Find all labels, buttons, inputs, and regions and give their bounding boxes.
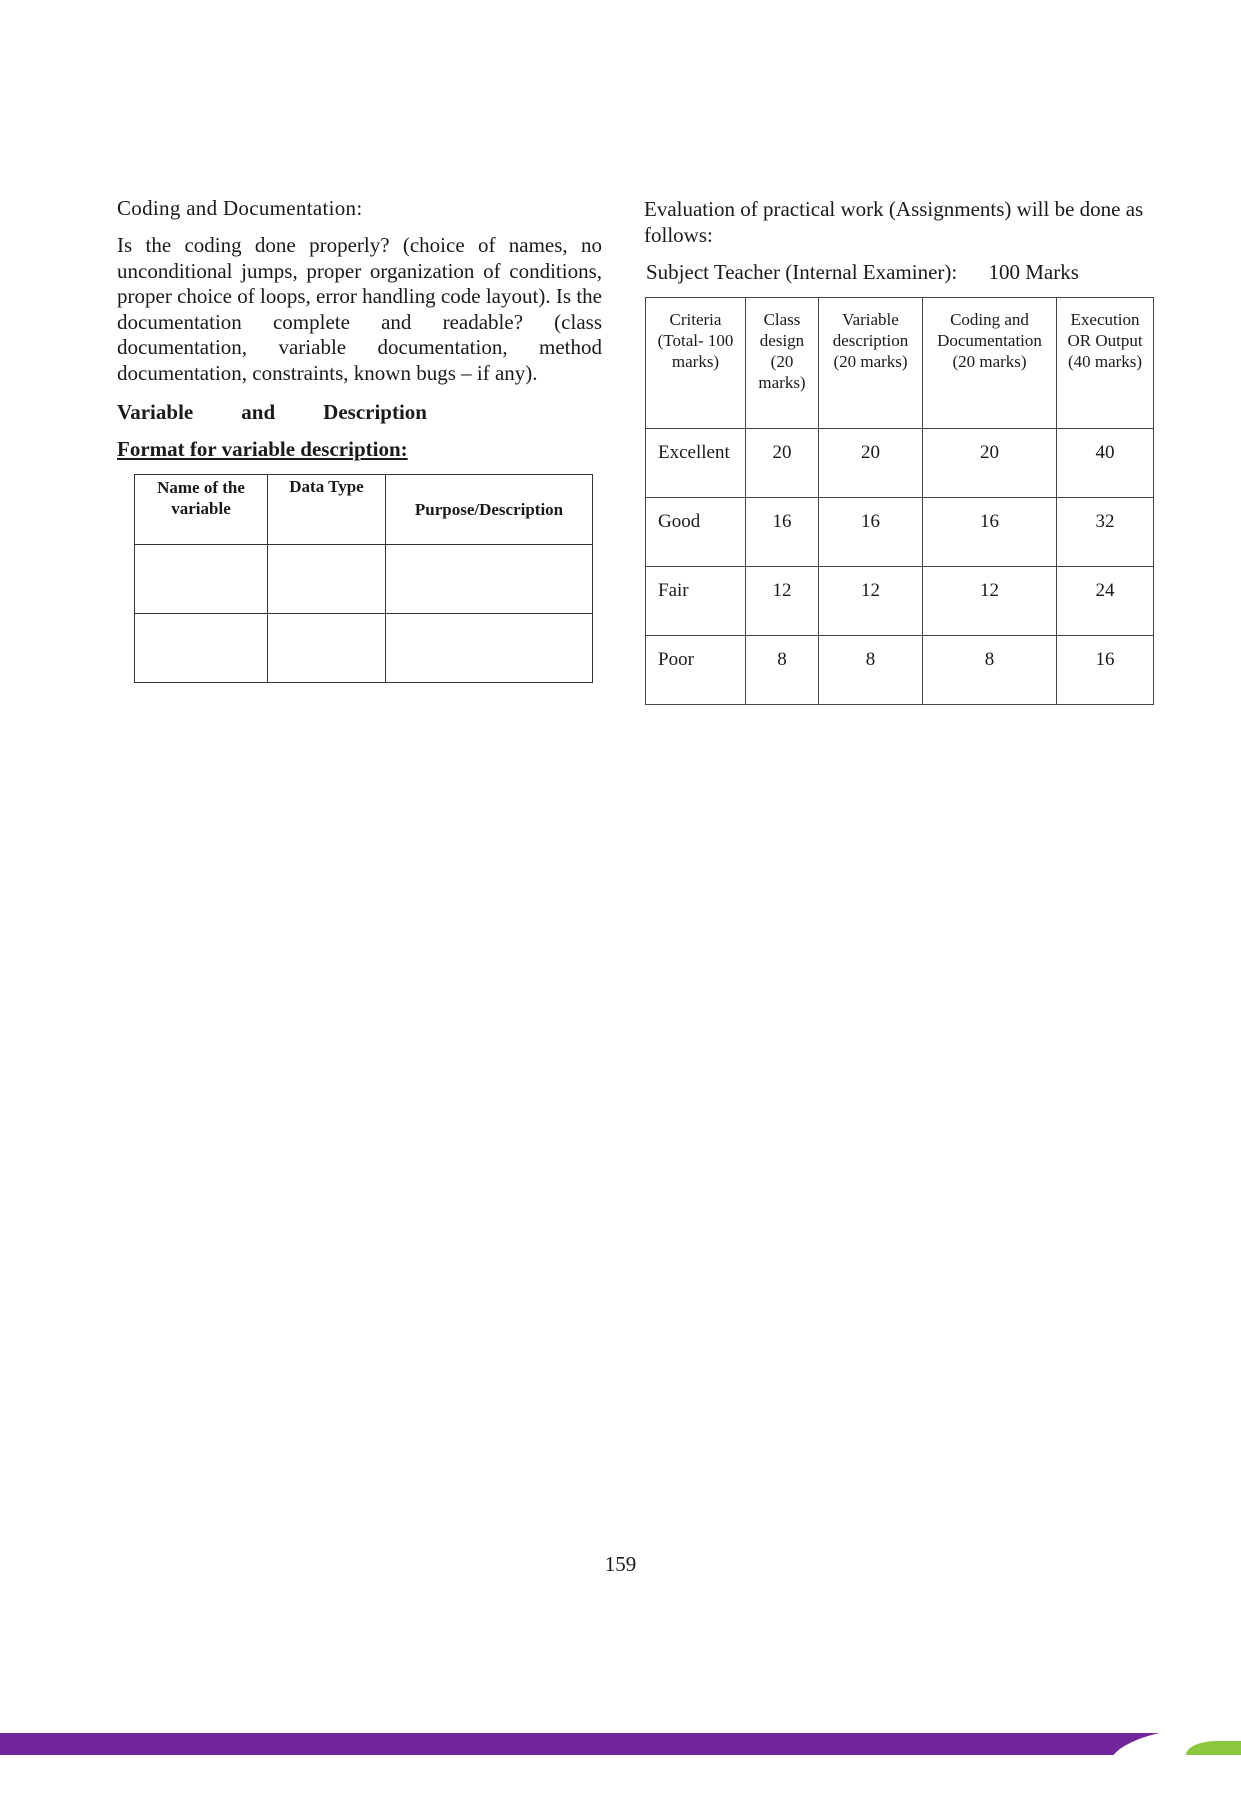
table-header-row (135, 475, 593, 545)
table-header-cell: Variable description (20 marks) (819, 298, 923, 429)
table-header-cell: Criteria (Total- 100 marks) (646, 298, 746, 429)
page-number: 159 (604, 1552, 637, 1576)
table-row (646, 636, 1154, 705)
table-header-row (646, 298, 1154, 429)
variable-description-heading (117, 400, 427, 425)
table-header-cell: Execution OR Output (40 marks) (1057, 298, 1154, 429)
criteria-cell: Poor (646, 636, 746, 705)
format-heading: Format for variable description: (117, 437, 408, 461)
table-cell (135, 545, 268, 614)
table-cell: 12 (746, 567, 819, 636)
table-cell: 16 (746, 498, 819, 567)
subject-teacher-label: Subject Teacher (Internal Examiner): (646, 260, 958, 284)
variable-heading-word: and (241, 400, 276, 424)
table-header-cell: Coding and Documentation (20 marks) (923, 298, 1057, 429)
right-column (644, 196, 1154, 705)
table-row (646, 429, 1154, 498)
table-row (646, 498, 1154, 567)
coding-documentation-heading: Coding and Documentation: (117, 196, 363, 220)
subject-teacher-marks: 100 Marks (988, 260, 1079, 284)
table-row (135, 614, 593, 683)
table-cell: 8 (923, 636, 1057, 705)
evaluation-intro: Evaluation of practical work (Assignments) will be done as follows: (644, 197, 1144, 247)
criteria-cell: Good (646, 498, 746, 567)
variable-description-table (134, 474, 593, 683)
table-cell: 20 (923, 429, 1057, 498)
table-cell: 16 (1057, 636, 1154, 705)
table-cell: 32 (1057, 498, 1154, 567)
table-cell: 12 (923, 567, 1057, 636)
table-cell: 40 (1057, 429, 1154, 498)
variable-heading-word: Description (323, 400, 427, 424)
criteria-cell: Excellent (646, 429, 746, 498)
table-cell: 20 (819, 429, 923, 498)
table-cell (386, 614, 593, 683)
table-header-cell: Purpose/Description (386, 475, 593, 545)
table-header-cell: Name of the variable (135, 475, 268, 545)
table-cell (135, 614, 268, 683)
table-cell (268, 545, 386, 614)
table-row (135, 545, 593, 614)
criteria-cell: Fair (646, 567, 746, 636)
variable-heading-word: Variable (117, 400, 194, 424)
coding-documentation-paragraph: Is the coding done properly? (choice of names, no unconditional jumps, proper organization of conditions, proper choice of loops, error handling code layout). Is the documentation complete and readable? (class documentation, variable documentation, method documentation, constraints, known bugs – if any). (117, 233, 602, 385)
table-cell: 12 (819, 567, 923, 636)
subject-teacher-line (646, 260, 1154, 285)
table-header-cell: Data Type (268, 475, 386, 545)
footer-bar (0, 1733, 1241, 1755)
table-cell: 16 (819, 498, 923, 567)
table-cell (268, 614, 386, 683)
evaluation-table (645, 297, 1154, 705)
table-header-cell: Class design (20 marks) (746, 298, 819, 429)
table-row (646, 567, 1154, 636)
table-cell: 16 (923, 498, 1057, 567)
table-cell: 8 (819, 636, 923, 705)
table-cell (386, 545, 593, 614)
left-column (117, 196, 602, 683)
table-cell: 24 (1057, 567, 1154, 636)
table-cell: 20 (746, 429, 819, 498)
table-cell: 8 (746, 636, 819, 705)
